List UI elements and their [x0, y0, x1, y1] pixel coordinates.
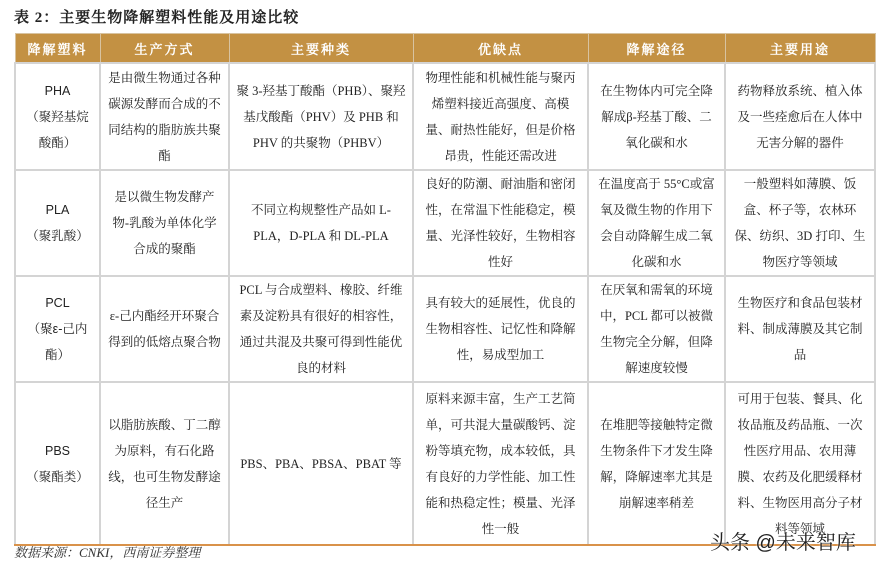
cell-material: PLA （聚乳酸）	[15, 170, 100, 276]
cell-pros-cons: 良好的防潮、耐油脂和密闭性，在常温下性能稳定，模量、光泽性较好，生物相容性好	[413, 170, 588, 276]
cell-pros-cons: 原料来源丰富，生产工艺简单，可共混大量碳酸钙、淀粉等填充物，成本较低，具有良好的力学性能、加工性能和热稳定性；模量、光泽性一般	[413, 382, 588, 545]
cell-degradation: 在堆肥等接触特定微生物条件下才发生降解，降解速率尤其是崩解速率稍差	[588, 382, 725, 545]
table-row	[15, 276, 875, 382]
cell-uses: 生物医疗和食品包装材料、制成薄膜及其它制品	[725, 276, 875, 382]
header-types: 主要种类	[229, 34, 413, 64]
cell-material: PHA （聚羟基烷酸酯）	[15, 63, 100, 170]
table-row	[15, 382, 875, 545]
cell-material: PBS （聚酯类）	[15, 382, 100, 545]
watermark: 头条 @未来智库	[710, 532, 856, 554]
header-pros-cons: 优缺点	[413, 34, 588, 64]
cell-uses: 可用于包装、餐具、化妆品瓶及药品瓶、一次性医疗用品、农用薄膜、农药及化肥缓释材料、生物医用高分子材料等领域	[725, 382, 875, 545]
comparison-table	[14, 33, 876, 546]
header-production: 生产方式	[100, 34, 229, 64]
cell-material: PCL （聚ε-己内酯）	[15, 276, 100, 382]
table-title: 表 2：主要生物降解塑料性能及用途比较	[14, 10, 300, 26]
table-row	[15, 170, 875, 276]
cell-types: 不同立构规整性产品如 L-PLA，D-PLA 和 DL-PLA	[229, 170, 413, 276]
table-row	[15, 63, 875, 170]
header-uses: 主要用途	[725, 34, 875, 64]
header-row	[15, 34, 875, 64]
cell-degradation: 在生物体内可完全降解成β-羟基丁酸、二氧化碳和水	[588, 63, 725, 170]
cell-types: 聚 3-羟基丁酸酯（PHB）、聚羟基戊酸酯（PHV）及 PHB 和 PHV 的共聚物（PHBV）	[229, 63, 413, 170]
header-degradation: 降解途径	[588, 34, 725, 64]
cell-production: 以脂肪族酸、丁二醇为原料，有石化路线，也可生物发酵途径生产	[100, 382, 229, 545]
cell-pros-cons: 物理性能和机械性能与聚丙烯塑料接近高强度、高模量、耐热性能好，但是价格昂贵，性能还需改进	[413, 63, 588, 170]
cell-uses: 一般塑料如薄膜、饭盒、杯子等，农林环保、纺织、3D 打印、生物医疗等领域	[725, 170, 875, 276]
cell-production: ε-己内酯经开环聚合得到的低熔点聚合物	[100, 276, 229, 382]
cell-uses: 药物释放系统、植入体及一些痊愈后在人体中无害分解的器件	[725, 63, 875, 170]
cell-production: 是以微生物发酵产物-乳酸为单体化学合成的聚酯	[100, 170, 229, 276]
header-material: 降解塑料	[15, 34, 100, 64]
cell-types: PBS、PBA、PBSA、PBAT 等	[229, 382, 413, 545]
cell-degradation: 在厌氧和需氧的环境中，PCL 都可以被微生物完全分解，但降解速度较慢	[588, 276, 725, 382]
data-source-note: 数据来源：CNKI，西南证券整理	[14, 545, 201, 560]
cell-production: 是由微生物通过各种碳源发酵而合成的不同结构的脂肪族共聚酯	[100, 63, 229, 170]
cell-degradation: 在温度高于 55°C或富氧及微生物的作用下会自动降解生成二氧化碳和水	[588, 170, 725, 276]
cell-pros-cons: 具有较大的延展性，优良的生物相容性、记忆性和降解性，易成型加工	[413, 276, 588, 382]
cell-types: PCL 与合成塑料、橡胶、纤维素及淀粉具有很好的相容性，通过共混及共聚可得到性能优良的材料	[229, 276, 413, 382]
